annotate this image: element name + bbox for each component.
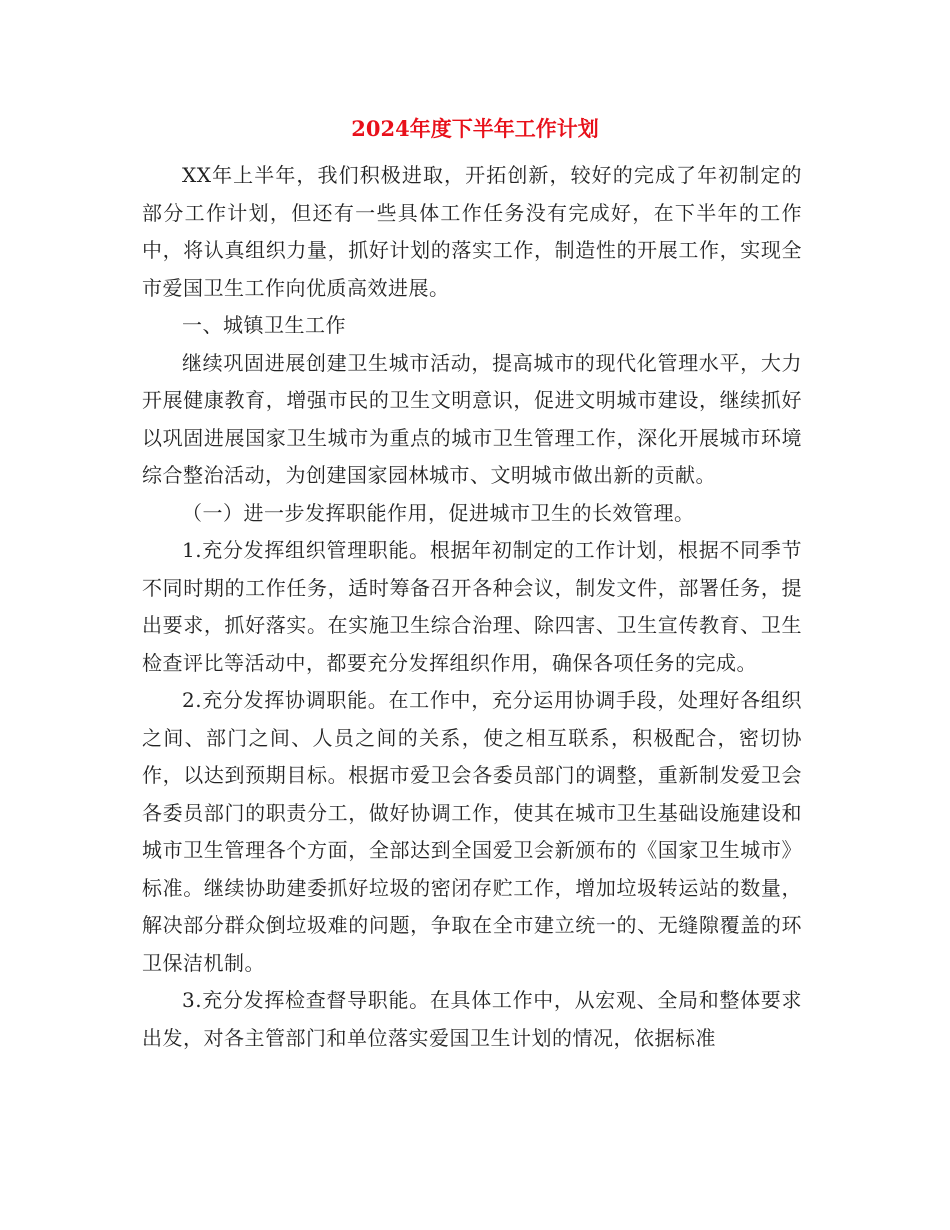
item-paragraph-3: 3.充分发挥检查督导职能。在具体工作中，从宏观、全局和整体要求出发，对各主管部门和单位落实爱国卫生计划的情况，依据标准 bbox=[142, 988, 802, 1050]
subsection-heading: （一）进一步发挥职能作用，促进城市卫生的长效管理。 bbox=[182, 500, 695, 525]
item-paragraph-1: 1.充分发挥组织管理职能。根据年初制定的工作计划，根据不同季节不同时期的工作任务，适时筹备召开各种会议，制发文件，部署任务，提出要求，抓好落实。在实施卫生综合治理、除四害、卫生宣传教育、卫生检查评比等活动中，都要充分发挥组织作用，确保各项任务的完成。 bbox=[142, 538, 802, 675]
item-paragraph-2: 2.充分发挥协调职能。在工作中，充分运用协调手段，处理好各组织之间、部门之间、人员之间的关系，使之相互联系，积极配合，密切协作，以达到预期目标。根据市爱卫会各委员部门的调整，重新制发爱卫会各委员部门的职责分工，做好协调工作，使其在城市卫生基础设施建设和城市卫生管理各个方面，全部达到全国爱卫会新颁布的《国家卫生城市》标准。继续协助建委抓好垃圾的密闭存贮工作，增加垃圾转运站的数量，解决部分群众倒垃圾难的问题，争取在全市建立统一的、无缝隙覆盖的环卫保洁机制。 bbox=[142, 688, 802, 975]
document-title: 2024年度下半年工作计划 bbox=[351, 116, 599, 141]
section-paragraph: 继续巩固进展创建卫生城市活动，提高城市的现代化管理水平，大力开展健康教育，增强市民的卫生文明意识，促进文明城市建设，继续抓好以巩固进展国家卫生城市为重点的城市卫生管理工作，深化开展城市环境综合整治活动，为创建国家园林城市、文明城市做出新的贡献。 bbox=[142, 350, 802, 487]
intro-paragraph: XX年上半年，我们积极进取，开拓创新，较好的完成了年初制定的部分工作计划，但还有一些具体工作任务没有完成好，在下半年的工作中，将认真组织力量，抓好计划的落实工作，制造性的开展工作，实现全市爱国卫生工作向优质高效进展。 bbox=[142, 163, 802, 300]
section-heading-urban-sanitation: 一、城镇卫生工作 bbox=[182, 313, 346, 337]
document-body bbox=[142, 157, 802, 1057]
